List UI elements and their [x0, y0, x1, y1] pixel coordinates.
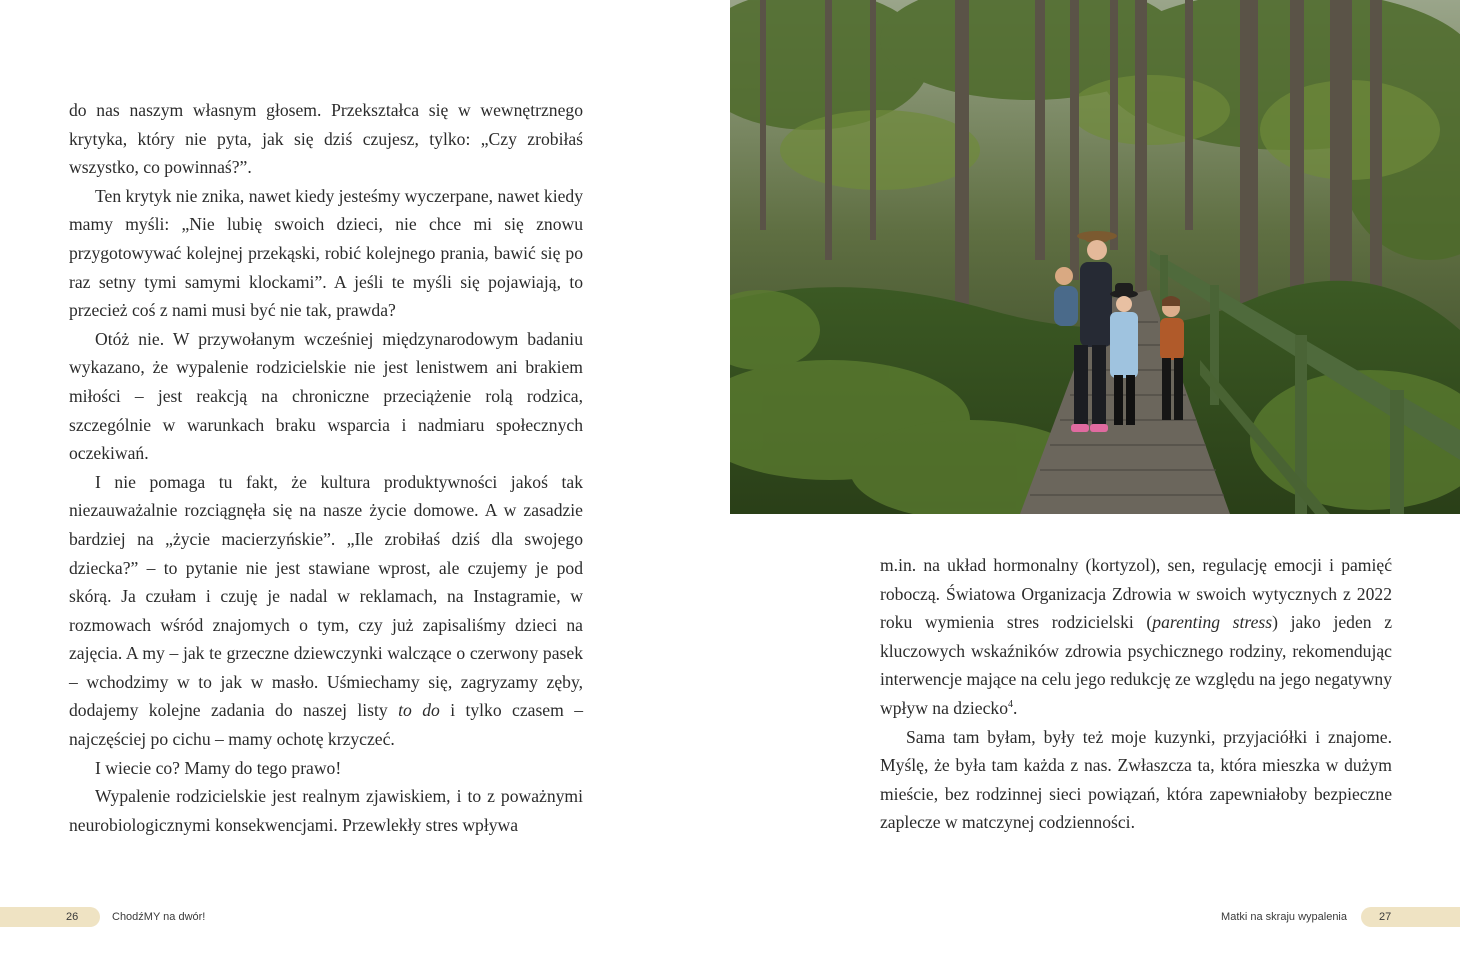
- page-number: 27: [1379, 911, 1392, 923]
- paragraph: do nas naszym własnym głosem. Przekształca się w wewnętrznego krytyka, który nie pyta, jak się dziś czujesz, tylko: „Czy zrobiłaś wszystko, co powinnaś?”.: [69, 100, 583, 178]
- page-number-tab: [0, 907, 100, 927]
- page-number-tab: [1361, 907, 1460, 927]
- paragraph: Wypalenie rodzicielskie jest realnym zjawiskiem, i to z poważnymi neurobiologicznymi konsekwencjami. Przewlekły stres wpływa: [69, 786, 583, 835]
- right-page-body: [880, 551, 1392, 837]
- paragraph: m.in. na układ hormonalny (kortyzol), sen, regulację emocji i pamięć roboczą. Światowa Organizacja Zdrowia w swoich wytycznych z 2022 roku wymienia stres rodzicielski (parenting stress) jako jeden z kluczowych wskaźników zdrowia psychicznego rodziny, rekomendując interwencje mające na celu jego redukcję ze względu na jego negatywny wpływ na dziecko$^4$.: [880, 555, 1392, 718]
- running-head: ChodźMY na dwór!: [112, 911, 206, 923]
- forest-boardwalk-photo: [730, 0, 1460, 514]
- emphasis: to do: [398, 700, 440, 721]
- left-page-body: [69, 96, 583, 839]
- paragraph: Ten krytyk nie znika, nawet kiedy jesteśmy wyczerpane, nawet kiedy mamy myśli: „Nie lubię swoich dzieci, nie chce mi się znowu przygotowywać kolejnej przekąski, robić kolejnego prania, bawić się po raz setny tymi samymi klockami”. A jeśli te myśli się pojawiają, to przecież coś z nami musi być nie tak, prawda?: [69, 185, 583, 321]
- paragraph: I nie pomaga tu fakt, że kultura produktywności jakoś tak niezauważalnie rozciągnęła się na nasze życie domowe. A w zasadzie bardziej na „życie macierzyńskie”. „Ile zrobiłaś dziś dla swojego dziecka?” – to pytanie nie jest stawiane wprost, ale czujemy je pod skórą. Ja czułam i czuję je nadal w reklamach, na Instagramie, w rozmowach wśród znajomych o tym, czy już zapisaliśmy dzieci na zajęcia. A my – jak te grzeczne dziewczynki walczące o czerwony pasek – wchodzimy w to jak w masło. Uśmiechamy się, zagryzamy zęby, dodajemy kolejne zadania do naszej listy to do i tylko czasem – najczęściej po cichu – mamy ochotę krzyczeć.: [69, 471, 583, 750]
- right-page: [730, 0, 1460, 974]
- footnote-reference[interactable]: 4: [1008, 699, 1014, 711]
- paragraph: Sama tam byłam, były też moje kuzynki, przyjaciółki i znajome. Myślę, że była tam każda z nas. Zwłaszcza ta, która mieszka w dużym mieście, bez rodzinnej sieci powiązań, która zapewniałoby bezpieczne zaplecze w matczynej codzienności.: [880, 726, 1392, 833]
- page-number: 26: [66, 911, 79, 923]
- paragraph: I wiecie co? Mamy do tego prawo!: [95, 757, 342, 778]
- emphasis: parenting stress: [1152, 612, 1273, 633]
- running-head: Matki na skraju wypalenia: [1221, 911, 1347, 923]
- paragraph: Otóż nie. W przywołanym wcześniej międzynarodowym badaniu wykazano, że wypalenie rodzicielskie nie jest lenistwem ani brakiem miłości – jest reakcją na chroniczne przeciążenie rolą rodzica, szczególnie w warunkach braku wsparcia i nadmiaru społecznych oczekiwań.: [69, 328, 583, 464]
